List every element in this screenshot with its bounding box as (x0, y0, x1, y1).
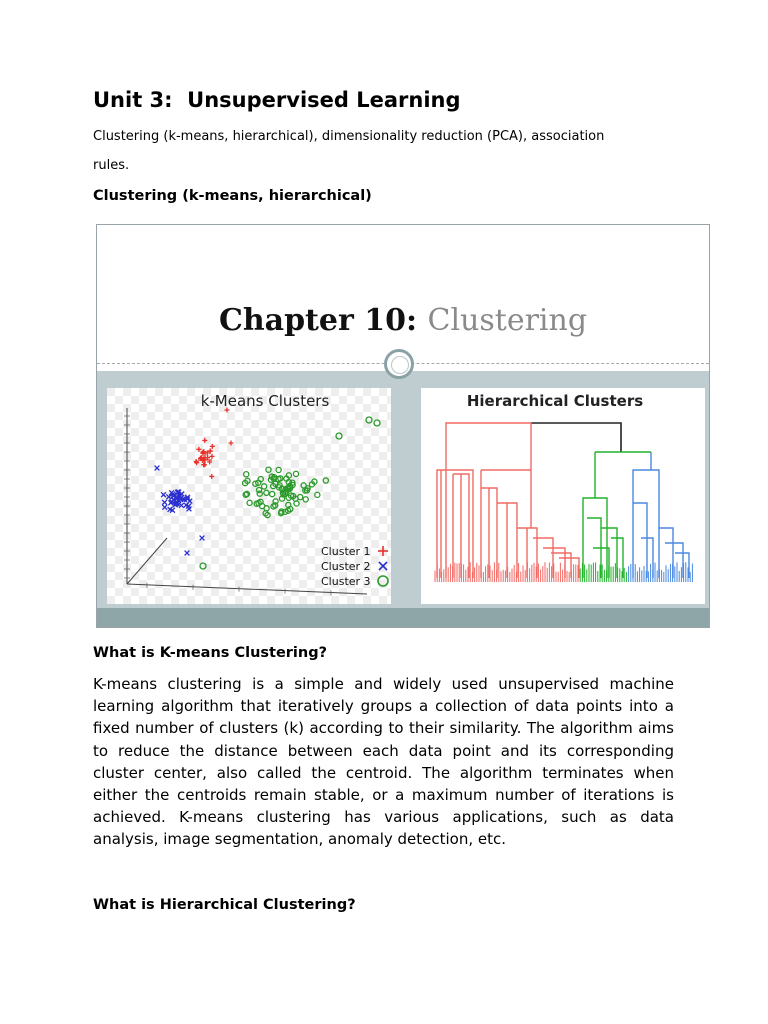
figure-bottom-bar (97, 608, 709, 628)
hierarchical-heading: What is Hierarchical Clustering? (93, 897, 356, 913)
kmeans-scatter-panel (107, 388, 391, 604)
dendrogram-title: Hierarchical Clusters (466, 392, 644, 410)
legend-cluster-3: Cluster 3 (321, 575, 371, 588)
chapter-title (97, 303, 709, 338)
unit-title: Unit 3: Unsupervised Learning (93, 88, 461, 112)
legend-cluster-1: Cluster 1 (321, 545, 371, 558)
intro-line-2: rules. (93, 158, 130, 173)
legend-cluster-2: Cluster 2 (321, 560, 371, 573)
kmeans-heading: What is K-means Clustering? (93, 645, 328, 661)
divider-circle-ornament (384, 349, 414, 379)
chapter-title-light: Clustering (427, 303, 588, 338)
clustering-heading: Clustering (k-means, hierarchical) (93, 188, 372, 204)
kmeans-paragraph: K-means clustering is a simple and widely used unsupervised machine learning algorithm that iteratively groups a collection of data points into a fixed number of clusters (k) according to their similarity. The algorithm aims to reduce the distance between each data point and its corresponding cluster center, also called the centroid. The algorithm terminates when either the centroids remain stable, or a maximum number of iterations is achieved. K-means clustering has various applications, such as data analysis, image segmentation, anomaly detection, etc. (93, 675, 674, 849)
dendrogram-panel (421, 388, 705, 604)
chapter-title-bold: Chapter 10: (218, 303, 418, 338)
intro-line-1: Clustering (k-means, hierarchical), dimensionality reduction (PCA), association (93, 129, 605, 144)
kmeans-title: k-Means Clusters (200, 392, 330, 410)
